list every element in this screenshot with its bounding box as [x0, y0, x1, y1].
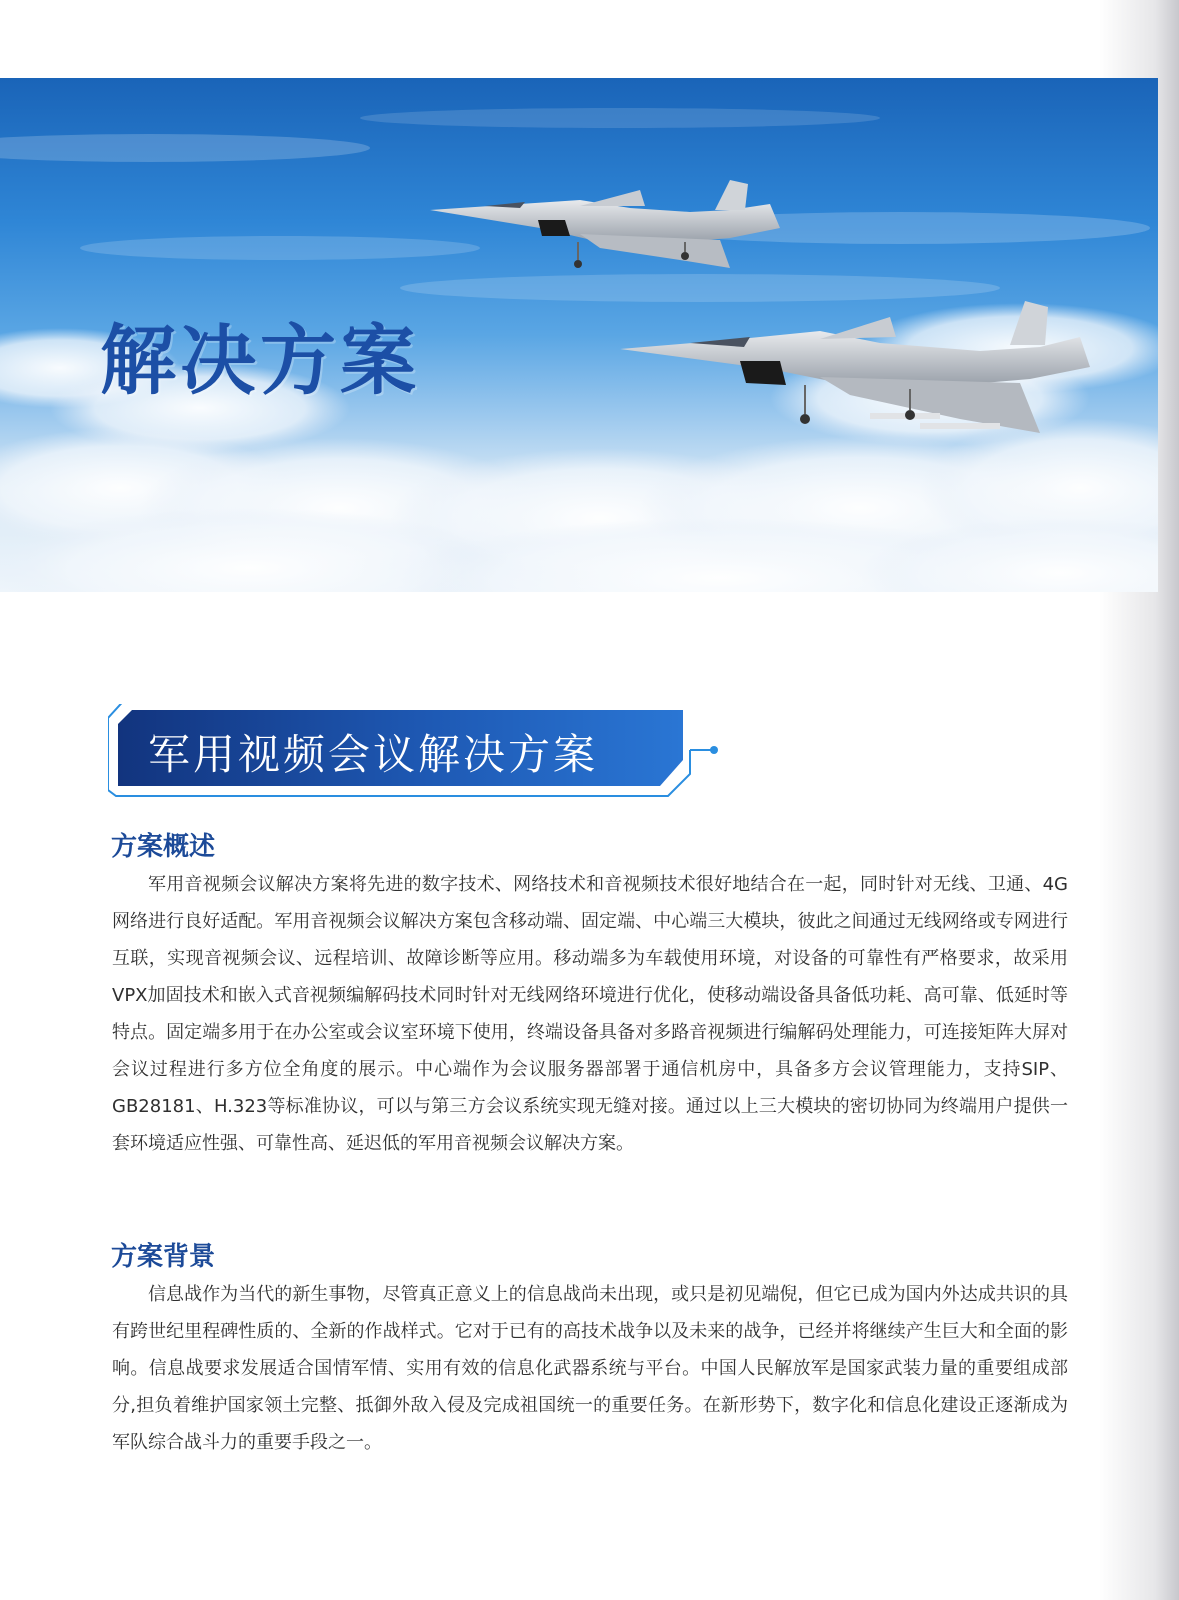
overview-heading: 方案概述	[111, 832, 216, 862]
overview-paragraph: 军用音视频会议解决方案将先进的数字技术、网络技术和音视频技术很好地结合在一起，同时针对无线、卫通、4G网络进行良好适配。军用音视频会议解决方案包含移动端、固定端、中心端三大模块，彼此之间通过无线网络或专网进行互联，实现音视频会议、远程培训、故障诊断等应用。移动端多为车载使用环境，对设备的可靠性有严格要求，故采用VPX加固技术和嵌入式音视频编解码技术同时针对无线网络环境进行优化，使移动端设备具备低功耗、高可靠、低延时等特点。固定端多用于在办公室或会议室环境下使用，终端设备具备对多路音视频进行编解码处理能力，可连接矩阵大屏对会议过程进行多方位全角度的展示。中心端作为会议服务器部署于通信机房中，具备多方会议管理能力，支持SIP、GB28181、H.323等标准协议，可以与第三方会议系统实现无缝对接。通过以上三大模块的密切协同为终端用户提供一套环境适应性强、可靠性高、延迟低的军用音视频会议解决方案。	[112, 874, 1068, 1154]
section-title: 军用视频会议解决方案	[148, 730, 599, 779]
background-heading: 方案背景	[111, 1242, 216, 1272]
background-paragraph: 信息战作为当代的新生事物，尽管真正意义上的信息战尚未出现，或只是初见端倪，但它已成为国内外达成共识的具有跨世纪里程碑性质的、全新的作战样式。它对于已有的高技术战争以及未来的战争，已经并将继续产生巨大和全面的影响。信息战要求发展适合国情军情、实用有效的信息化武器系统与平台。中国人民解放军是国家武装力量的重要组成部分,担负着维护国家领土完整、抵御外敌入侵及完成祖国统一的重要任务。在新形势下，数字化和信息化建设正逐渐成为军队综合战斗力的重要手段之一。	[112, 1284, 1068, 1453]
fighter-jet-upper	[430, 180, 780, 268]
hero-banner	[0, 78, 1158, 592]
hero-title: 解决方案	[100, 316, 420, 405]
section-title-banner	[108, 704, 738, 814]
